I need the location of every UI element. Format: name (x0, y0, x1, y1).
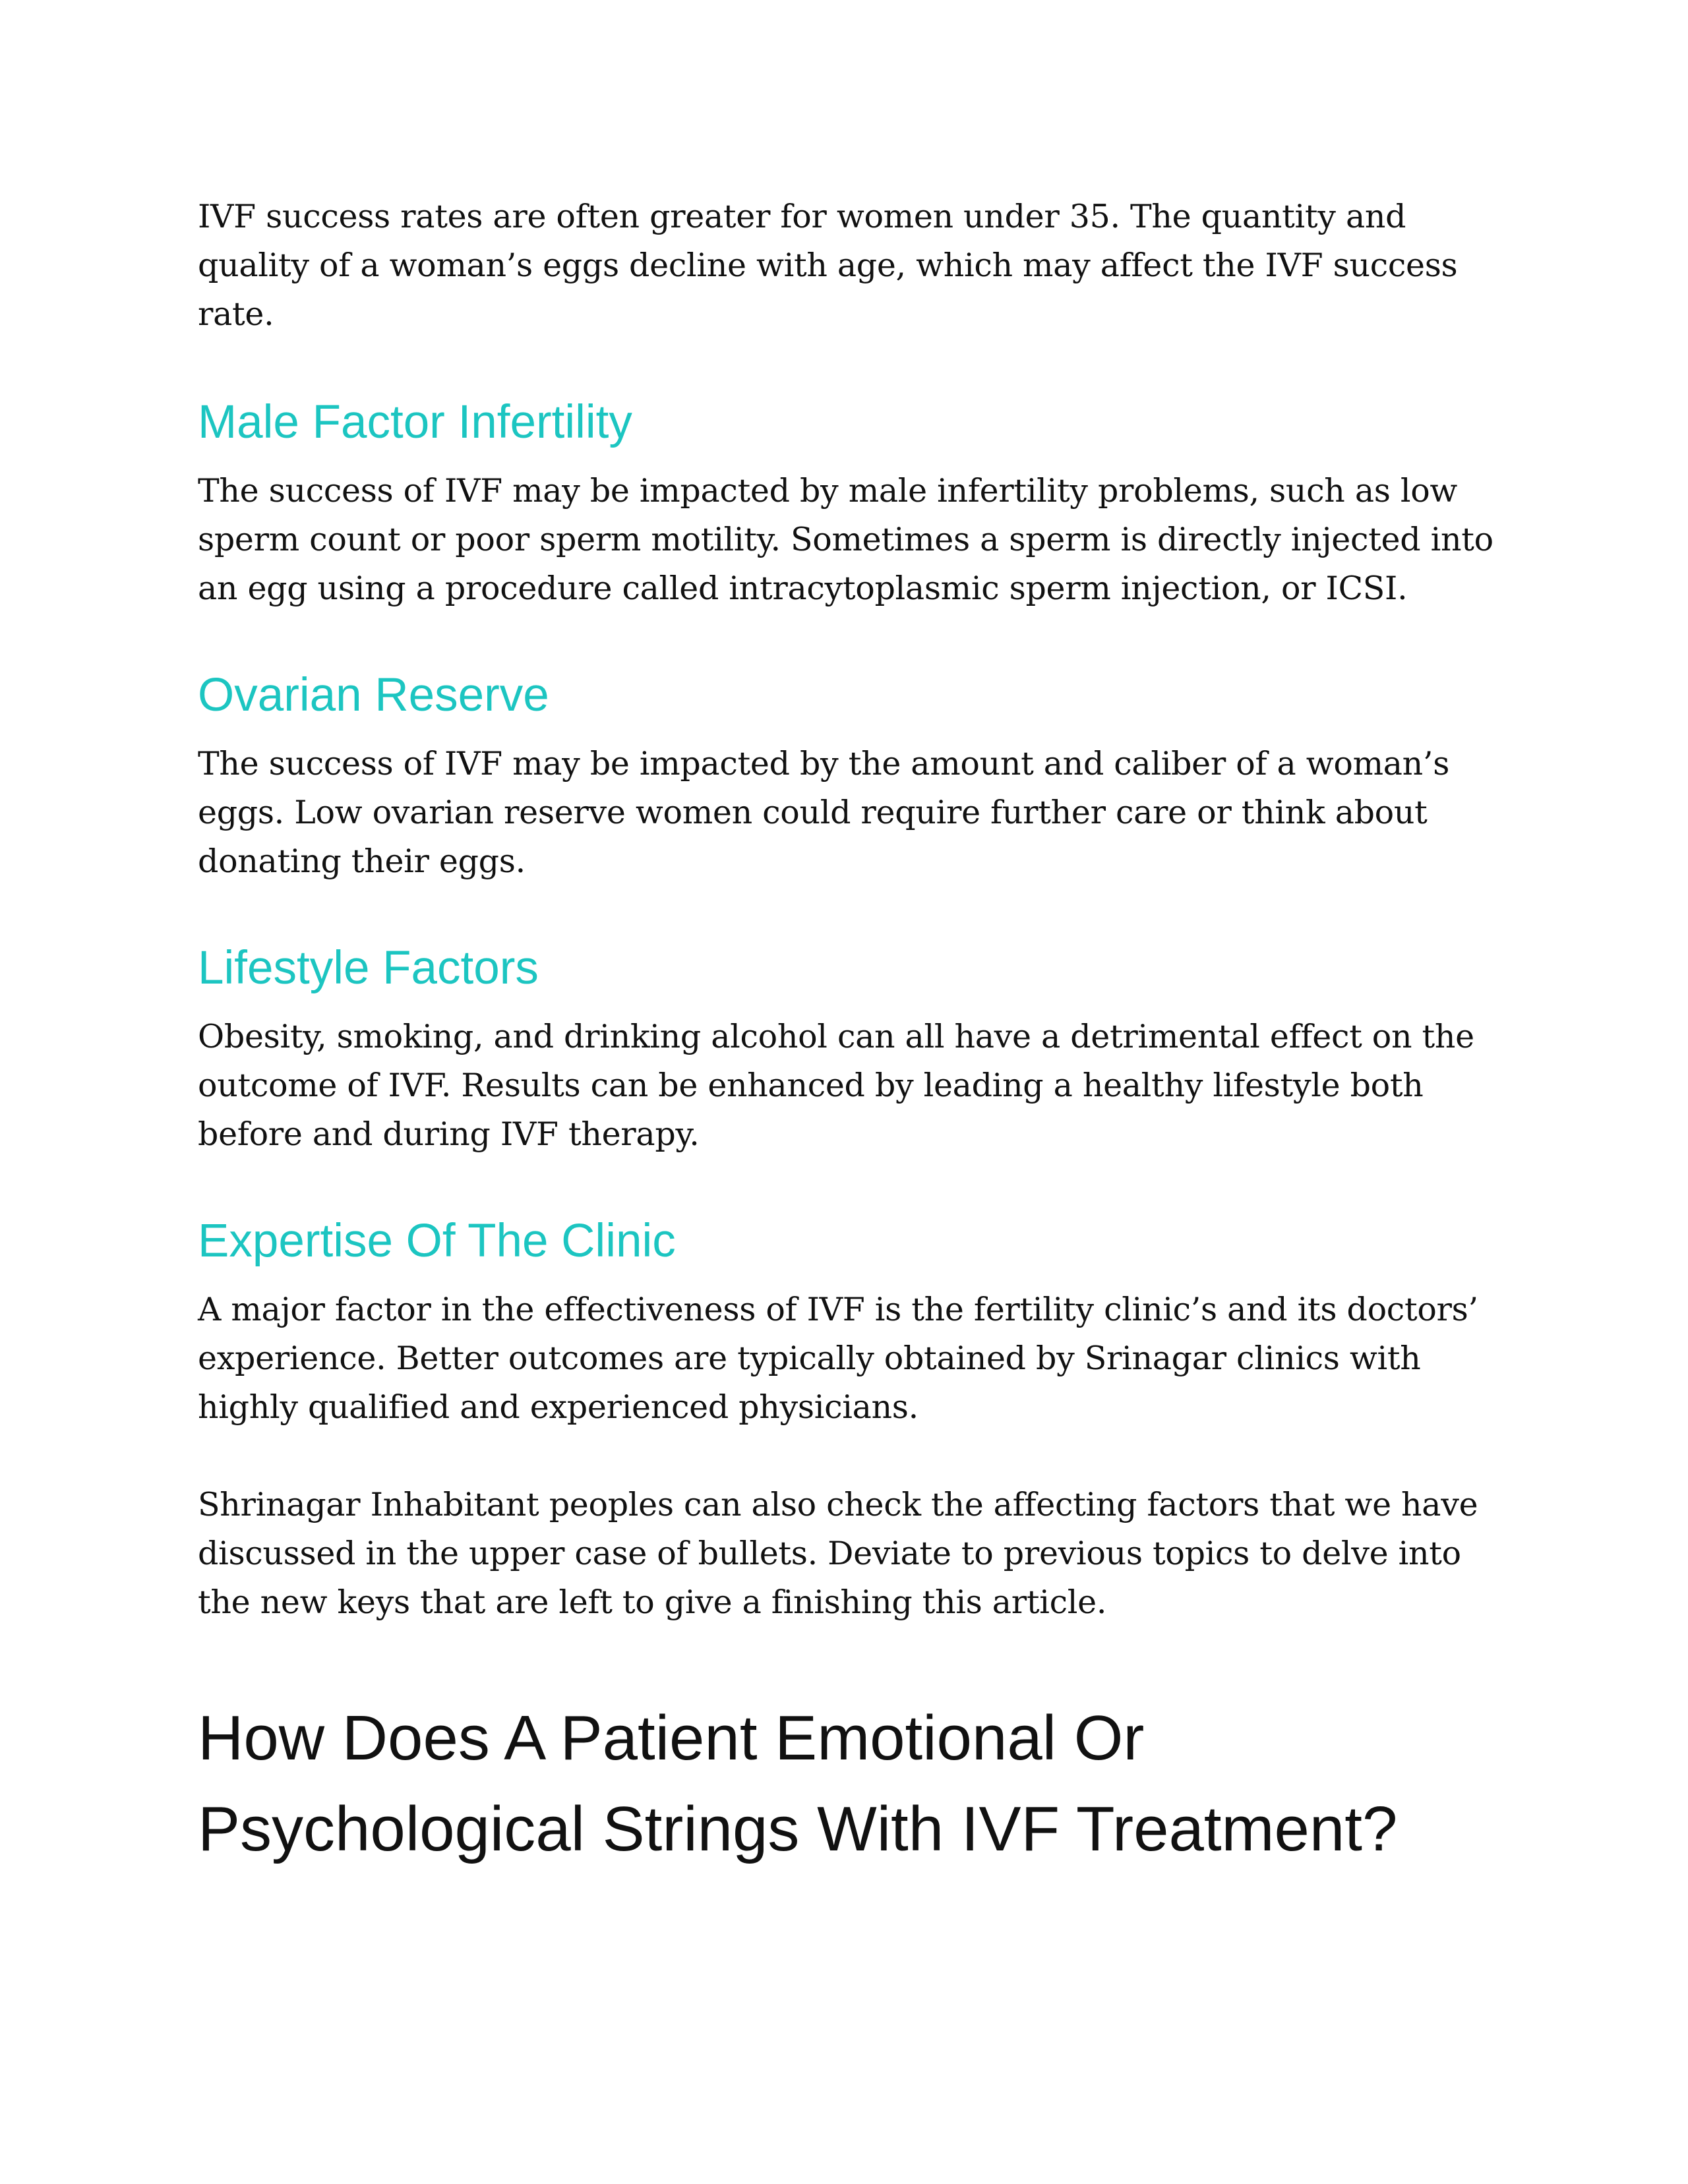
section-ovarian-reserve (198, 666, 1503, 886)
section-body: A major factor in the effectiveness of IVF is the fertility clinic’s and its doctors’ experience. Better outcomes are typically obtained by Srinagar clinics with highly qualified and experienced physicians. (198, 1291, 1478, 1426)
section-lifestyle-factors (198, 939, 1503, 1159)
section-body: The success of IVF may be impacted by male infertility problems, such as low sperm count or poor sperm motility. Sometimes a sperm is directly injected into an egg using a procedure called intracytoplasmic sperm injection, or ICSI. (198, 472, 1493, 607)
main-heading-line-1: How Does A Patient Emotional Or (198, 1703, 1145, 1773)
section-heading: Male Factor Infertility (198, 396, 632, 448)
section-heading: Ovarian Reserve (198, 669, 549, 721)
section-heading: Lifestyle Factors (198, 942, 539, 994)
section-male-factor-infertility (198, 393, 1503, 613)
section-body: The success of IVF may be impacted by the amount and caliber of a woman’s eggs. Low ovarian reserve women could require further care or think about donating their eggs. (198, 745, 1450, 880)
intro-paragraph: IVF success rates are often greater for women under 35. The quantity and quality of a woman’s eggs decline with age, which may affect the IVF success rate. (198, 198, 1458, 333)
closing-paragraph: Shrinagar Inhabitant peoples can also check the affecting factors that we have discussed in the upper case of bullets. Deviate to previous topics to delve into the new keys that are left to give a finishing this article. (198, 1486, 1478, 1621)
section-body: Obesity, smoking, and drinking alcohol can all have a detrimental effect on the outcome of IVF. Results can be enhanced by leading a healthy lifestyle both before and during IVF therapy. (198, 1018, 1474, 1153)
section-heading: Expertise Of The Clinic (198, 1215, 676, 1267)
main-heading (198, 1693, 1503, 1875)
main-heading-line-2: Psychological Strings With IVF Treatment? (198, 1794, 1398, 1864)
section-expertise-of-the-clinic (198, 1212, 1503, 1432)
document-page (198, 192, 1503, 1875)
